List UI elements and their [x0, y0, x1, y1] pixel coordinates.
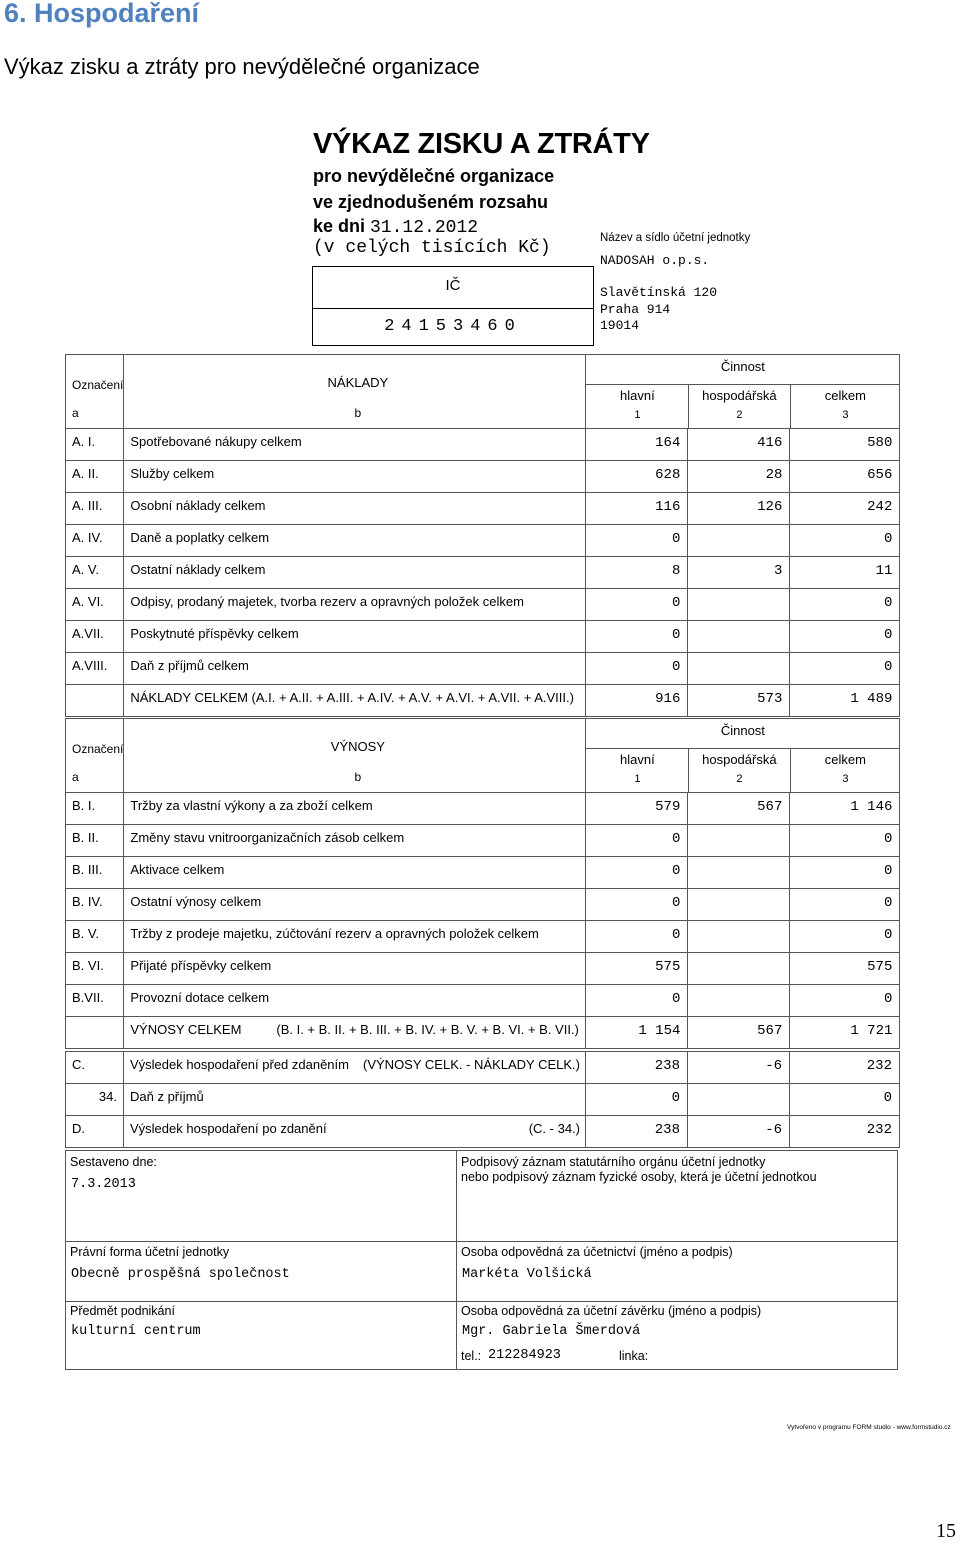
row-code: [66, 685, 124, 717]
vynosy-col-b-header: VÝNOSY b: [124, 719, 586, 793]
row-value-hlavni: 0: [586, 621, 688, 653]
org-label: Název a sídlo účetní jednotky: [600, 232, 751, 244]
vynosy-row: [66, 889, 900, 921]
row-name: Spotřebované nákupy celkem: [124, 429, 586, 461]
row-value-celkem: 242: [790, 493, 900, 525]
row-value-hospodarska: 126: [688, 493, 790, 525]
vynosy-total-row: [66, 1017, 900, 1049]
vysledek-row: [66, 1052, 900, 1084]
tel-value: 212284923: [488, 1348, 561, 1363]
row-code: A.VII.: [66, 621, 124, 653]
sestaveno-value: 7.3.2013: [71, 1177, 136, 1192]
podpis-label-1: Podpisový záznam statutárního orgánu účetní jednotky: [461, 1155, 766, 1169]
report-date-value: 31.12.2012: [370, 218, 479, 238]
vynosy-col-celkem: celkem 3: [824, 752, 866, 785]
row-code: A. IV.: [66, 525, 124, 557]
report-subtitle-1: pro nevýdělečné organizace: [313, 166, 555, 186]
vynosy-col-hospodarska: hospodářská 2: [702, 752, 777, 785]
predmet-value: kulturní centrum: [71, 1324, 201, 1339]
row-code: B. III.: [66, 857, 124, 889]
naklady-col-a-header: Označení a: [66, 355, 124, 429]
row-formula: (VÝNOSY CELK. - NÁKLADY CELK.): [363, 1057, 580, 1072]
naklady-cinnost-title: Činnost: [720, 359, 765, 374]
row-code: [66, 1017, 124, 1049]
row-value-celkem: 1 146: [790, 793, 900, 825]
page-number: 15: [936, 1520, 956, 1542]
vynosy-total-label: VÝNOSY CELKEM: [130, 1022, 242, 1037]
row-name: Provozní dotace celkem: [124, 985, 586, 1017]
row-label: Výsledek hospodaření před zdaněním: [130, 1057, 349, 1072]
vynosy-table: [65, 718, 900, 1049]
vynosy-cinnost-title: Činnost: [720, 723, 765, 738]
row-name: Daně a poplatky celkem: [124, 525, 586, 557]
naklady-total-name: NÁKLADY CELKEM (A.I. + A.II. + A.III. + A.IV. + A.V. + A.VI. + A.VII. + A.VIII.): [124, 685, 586, 717]
row-value-hospodarska: [688, 825, 790, 857]
row-value-hlavni: 0: [586, 653, 688, 685]
row-value-hospodarska: 567: [688, 793, 790, 825]
row-value-hlavni: 0: [586, 857, 688, 889]
naklady-row: [66, 525, 900, 557]
vynosy-total-hlavni: 1 154: [586, 1017, 688, 1049]
row-value-hospodarska: [688, 589, 790, 621]
section-subheading: Výkaz zisku a ztráty pro nevýdělečné organizace: [4, 54, 480, 79]
pravni-forma-label: Právní forma účetní jednotky: [70, 1245, 230, 1259]
row-value-hlavni: 8: [586, 557, 688, 589]
row-code: B. II.: [66, 825, 124, 857]
report-title: VÝKAZ ZISKU A ZTRÁTY: [313, 128, 650, 160]
row-name: Aktivace celkem: [124, 857, 586, 889]
ucetnictvi-value: Markéta Volšická: [462, 1267, 592, 1282]
row-value-hlavni: 0: [586, 921, 688, 953]
org-city: Praha 914: [600, 302, 671, 317]
vynosy-row: [66, 953, 900, 985]
row-value-hlavni: 238: [586, 1052, 688, 1084]
naklady-row: [66, 653, 900, 685]
naklady-total-hlavni: 916: [586, 685, 688, 717]
pravni-forma-value: Obecně prospěšná společnost: [71, 1267, 290, 1282]
row-value-hlavni: 575: [586, 953, 688, 985]
naklady-row: [66, 493, 900, 525]
row-value-celkem: 575: [790, 953, 900, 985]
row-code: B.VII.: [66, 985, 124, 1017]
podpis-label-2: nebo podpisový záznam fyzické osoby, která je účetní jednotkou: [461, 1170, 817, 1184]
vynosy-total-celkem: 1 721: [790, 1017, 900, 1049]
row-code: A.VIII.: [66, 653, 124, 685]
row-value-celkem: 0: [790, 825, 900, 857]
row-code: A. V.: [66, 557, 124, 589]
row-value-hlavni: 238: [586, 1116, 688, 1148]
row-code: B. IV.: [66, 889, 124, 921]
row-code: 34.: [66, 1084, 124, 1116]
row-value-hospodarska: [688, 921, 790, 953]
row-value-celkem: 0: [790, 1084, 900, 1116]
row-value-hospodarska: [688, 525, 790, 557]
row-name: [124, 1084, 586, 1116]
row-name: Přijaté příspěvky celkem: [124, 953, 586, 985]
row-value-celkem: 0: [790, 589, 900, 621]
row-value-hlavni: 0: [586, 589, 688, 621]
vysledek-row: [66, 1084, 900, 1116]
row-code: B. I.: [66, 793, 124, 825]
row-value-celkem: 0: [790, 889, 900, 921]
row-value-hlavni: 0: [586, 525, 688, 557]
row-name: [124, 1052, 586, 1084]
row-value-hospodarska: [688, 653, 790, 685]
row-name: Tržby z prodeje majetku, zúčtování rezerv a opravných položek celkem: [124, 921, 586, 953]
row-value-celkem: 0: [790, 857, 900, 889]
row-formula: (C. - 34.): [528, 1121, 580, 1136]
row-value-hlavni: 164: [586, 429, 688, 461]
vysledek-row: [66, 1116, 900, 1148]
org-name: NADOSAH o.p.s.: [600, 253, 710, 268]
naklady-total-celkem: 1 489: [790, 685, 900, 717]
signature-block: [65, 1150, 898, 1370]
row-name: Daň z příjmů celkem: [124, 653, 586, 685]
row-name: Poskytnuté příspěvky celkem: [124, 621, 586, 653]
predmet-label: Předmět podnikání: [70, 1304, 175, 1318]
vynosy-total-formula: (B. I. + B. II. + B. III. + B. IV. + B. V. + B. VI. + B. VII.): [276, 1022, 579, 1037]
row-code: D.: [66, 1116, 124, 1148]
row-value-hospodarska: -6: [688, 1116, 790, 1148]
report-date: [313, 216, 478, 238]
vynosy-row: [66, 825, 900, 857]
row-value-hlavni: 116: [586, 493, 688, 525]
naklady-row: [66, 557, 900, 589]
row-name: Změny stavu vnitroorganizačních zásob celkem: [124, 825, 586, 857]
row-value-hospodarska: [688, 621, 790, 653]
row-name: Ostatní výnosy celkem: [124, 889, 586, 921]
naklady-row: [66, 429, 900, 461]
row-name: Osobní náklady celkem: [124, 493, 586, 525]
row-code: A. I.: [66, 429, 124, 461]
row-name: Tržby za vlastní výkony a za zboží celkem: [124, 793, 586, 825]
naklady-col-b-header: NÁKLADY b: [124, 355, 586, 429]
naklady-table: [65, 354, 900, 717]
row-value-hlavni: 0: [586, 1084, 688, 1116]
report-subtitle-2: ve zjednodušeném rozsahu: [313, 192, 549, 212]
tel-label: tel.:: [461, 1349, 482, 1363]
row-code: A. III.: [66, 493, 124, 525]
row-code: B. VI.: [66, 953, 124, 985]
zaverka-label: Osoba odpovědná za účetní závěrku (jméno a podpis): [461, 1304, 762, 1318]
row-name: Ostatní náklady celkem: [124, 557, 586, 589]
row-value-celkem: 580: [790, 429, 900, 461]
report-units: (v celých tisících Kč): [313, 238, 551, 258]
org-zip: 19014: [600, 318, 640, 333]
footer-credit: Vytvořeno v programu FORM studio - www.formstudio.cz: [787, 1424, 951, 1431]
row-name: [124, 1116, 586, 1148]
row-value-hlavni: 0: [586, 825, 688, 857]
row-value-celkem: 0: [790, 621, 900, 653]
row-value-hlavni: 0: [586, 889, 688, 921]
row-value-hospodarska: [688, 953, 790, 985]
naklady-col-celkem: celkem 3: [824, 388, 866, 421]
ic-box: [312, 266, 594, 346]
row-value-hospodarska: [688, 1084, 790, 1116]
vynosy-col-a-header: Označení a: [66, 719, 124, 793]
zaverka-value: Mgr. Gabriela Šmerdová: [462, 1324, 641, 1339]
row-value-hospodarska: [688, 857, 790, 889]
row-value-hlavni: 579: [586, 793, 688, 825]
row-value-hlavni: 0: [586, 985, 688, 1017]
naklady-total-row: [66, 685, 900, 717]
naklady-row: [66, 589, 900, 621]
ic-value: 24153460: [384, 317, 522, 336]
row-name: Služby celkem: [124, 461, 586, 493]
naklady-row: [66, 461, 900, 493]
row-value-hospodarska: 3: [688, 557, 790, 589]
row-value-celkem: 656: [790, 461, 900, 493]
row-name: Odpisy, prodaný majetek, tvorba rezerv a opravných položek celkem: [124, 589, 586, 621]
row-value-celkem: 0: [790, 653, 900, 685]
vynosy-row: [66, 985, 900, 1017]
vynosy-total-hospodarska: 567: [688, 1017, 790, 1049]
naklady-col-hospodarska: hospodářská 2: [702, 388, 777, 421]
row-code: C.: [66, 1052, 124, 1084]
vynosy-row: [66, 857, 900, 889]
row-value-celkem: 0: [790, 921, 900, 953]
row-value-celkem: 232: [790, 1052, 900, 1084]
org-street: Slavětínská 120: [600, 285, 718, 300]
row-value-hospodarska: 28: [688, 461, 790, 493]
row-value-hospodarska: [688, 985, 790, 1017]
row-code: A. II.: [66, 461, 124, 493]
row-value-celkem: 0: [790, 985, 900, 1017]
sestaveno-label: Sestaveno dne:: [70, 1155, 157, 1169]
row-value-hospodarska: 416: [688, 429, 790, 461]
report-date-label: ke dni: [313, 216, 366, 236]
row-value-celkem: 0: [790, 525, 900, 557]
row-label: Výsledek hospodaření po zdanění: [130, 1121, 327, 1136]
row-value-hospodarska: [688, 889, 790, 921]
row-code: B. V.: [66, 921, 124, 953]
naklady-cinnost-header: [586, 355, 900, 429]
vysledek-table: [65, 1051, 900, 1148]
ic-label: IČ: [313, 267, 593, 309]
vynosy-row: [66, 921, 900, 953]
row-label: Daň z příjmů: [130, 1089, 204, 1104]
row-value-celkem: 232: [790, 1116, 900, 1148]
row-value-hlavni: 628: [586, 461, 688, 493]
vynosy-cinnost-header: [586, 719, 900, 793]
naklady-total-hospodarska: 573: [688, 685, 790, 717]
section-heading: 6. Hospodaření: [4, 0, 200, 28]
row-code: A. VI.: [66, 589, 124, 621]
naklady-row: [66, 621, 900, 653]
vynosy-total-name: [124, 1017, 586, 1049]
row-value-celkem: 11: [790, 557, 900, 589]
naklady-col-hlavni: hlavní 1: [620, 388, 655, 421]
row-value-hospodarska: -6: [688, 1052, 790, 1084]
vynosy-row: [66, 793, 900, 825]
vynosy-col-hlavni: hlavní 1: [620, 752, 655, 785]
linka-label: linka:: [619, 1349, 649, 1363]
ucetnictvi-label: Osoba odpovědná za účetnictví (jméno a podpis): [461, 1245, 733, 1259]
